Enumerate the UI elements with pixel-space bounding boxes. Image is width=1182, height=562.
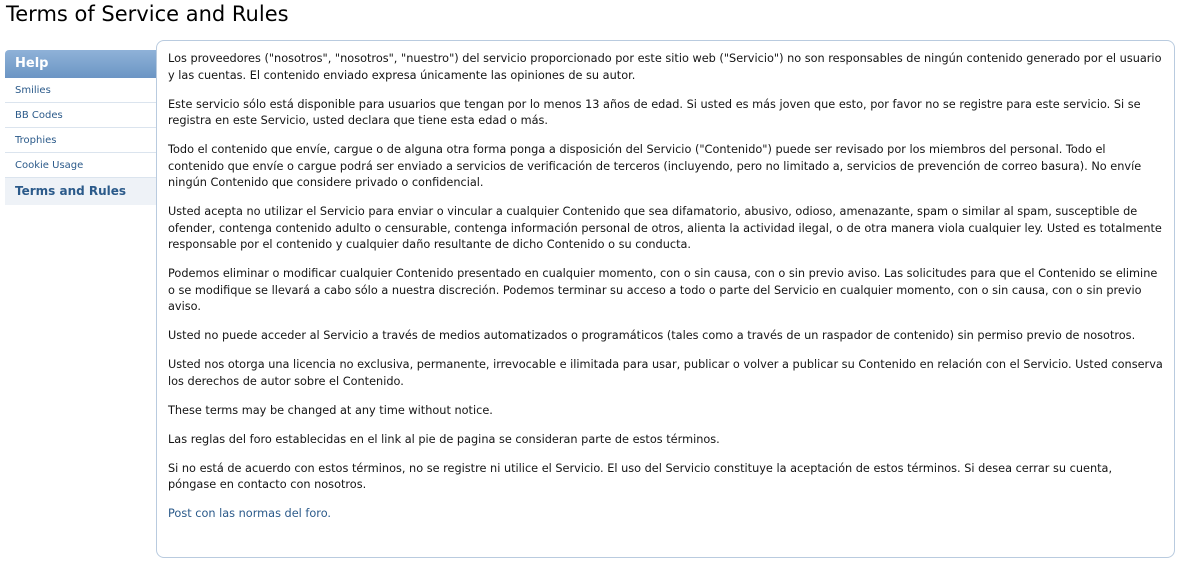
terms-content bbox=[156, 40, 1175, 558]
sidebar-item-bb-codes[interactable]: BB Codes bbox=[5, 103, 156, 128]
forum-rules-paragraph bbox=[168, 506, 1163, 523]
help-sidebar bbox=[5, 50, 156, 205]
terms-paragraph: Podemos eliminar o modificar cualquier Contenido presentado en cualquier momento, con o sin causa, con o sin previo aviso. Las solicitudes para que el Contenido se elimine o se modifique se llevará a cabo sólo a nuestra discreción. Podemos terminar su acceso a todo o parte del Servicio en cualquier momento, con o sin causa, con o sin previo aviso. bbox=[168, 267, 1158, 313]
terms-paragraph: These terms may be changed at any time without notice. bbox=[168, 403, 493, 417]
sidebar-item-cookie-usage[interactable]: Cookie Usage bbox=[5, 153, 156, 178]
sidebar-item-trophies[interactable]: Trophies bbox=[5, 128, 156, 153]
terms-paragraph: Las reglas del foro establecidas en el link al pie de pagina se consideran parte de estos términos. bbox=[168, 432, 720, 446]
terms-paragraph: Los proveedores ("nosotros", "nosotros", "nuestro") del servicio proporcionado por este sitio web ("Servicio") no son responsables de ningún contenido generado por el usuario y las cuentas. El contenido enviado expresa únicamente las opiniones de su autor. bbox=[168, 52, 1162, 82]
sidebar-item-terms-and-rules[interactable]: Terms and Rules bbox=[5, 178, 156, 205]
terms-paragraph: Usted no puede acceder al Servicio a través de medios automatizados o programáticos (tales como a través de un raspador de contenido) sin permiso previo de nosotros. bbox=[168, 329, 1136, 342]
terms-paragraph: Si no está de acuerdo con estos términos, no se registre ni utilice el Servicio. El uso del Servicio constituye la aceptación de estos términos. Si desea cerrar su cuenta, póngase en contacto con nosotros. bbox=[168, 461, 1113, 491]
sidebar-heading-help[interactable]: Help bbox=[5, 50, 156, 78]
terms-paragraph: Este servicio sólo está disponible para usuarios que tengan por lo menos 13 años de edad. Si usted es más joven que esto, por favor no se registre para este servicio. Si se registra en este Servicio, usted declara que tiene esta edad o más. bbox=[168, 97, 1141, 127]
sidebar-item-smilies[interactable]: Smilies bbox=[5, 78, 156, 103]
terms-paragraph: Todo el contenido que envíe, cargue o de alguna otra forma ponga a disposición del Servicio ("Contenido") puede ser revisado por los miembros del personal. Todo el contenido que envíe o cargue podrá ser enviado a servicios de verificación de terceros (incluyendo, pero no limitado a, servicios de prevención de correo basura). No envíe ningún Contenido que considere privado o confidencial. bbox=[168, 143, 1142, 189]
page-title: Terms of Service and Rules bbox=[6, 2, 289, 26]
terms-paragraph: Usted acepta no utilizar el Servicio para enviar o vincular a cualquier Contenido que sea difamatorio, abusivo, odioso, amenazante, spam o similar al spam, susceptible de ofender, contenga contenido adulto o censurable, contenga información personal de otros, alienta la actividad ilegal, o de otra manera viola cualquier ley. Usted es totalmente responsable por el contenido y cualquier daño resultante de dicho Contenido o su conducta. bbox=[168, 205, 1162, 251]
terms-paragraph: Usted nos otorga una licencia no exclusiva, permanente, irrevocable e ilimitada para usar, publicar o volver a publicar su Contenido en relación con el Servicio. Usted conserva los derechos de autor sobre el Contenido. bbox=[168, 358, 1163, 388]
forum-rules-link[interactable]: Post con las normas del foro. bbox=[168, 507, 331, 520]
